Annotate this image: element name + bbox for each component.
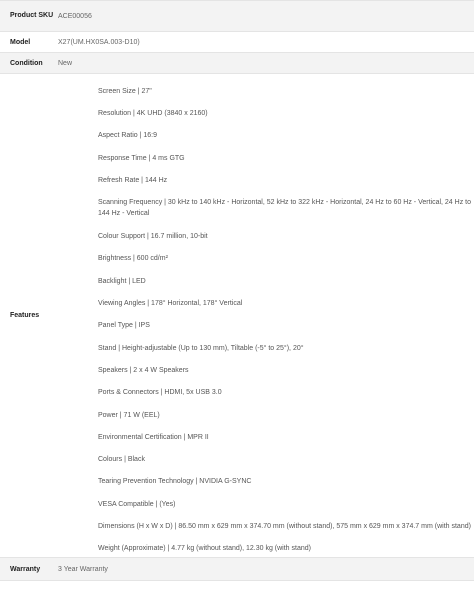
spec-label-sku: Product SKU <box>10 12 54 19</box>
feature-item-scanning-frequency: Scanning Frequency | 30 kHz to 140 kHz - Horizontal, 52 kHz to 322 kHz - Horizontal, 24 Hz to 60 Hz - Vertical, 24 Hz to 144 Hz - Vertical <box>98 199 471 218</box>
feature-item-aspect-ratio: Aspect Ratio | 16:9 <box>98 132 158 140</box>
spec-row-sku <box>0 1 474 32</box>
feature-item-colours: Colours | Black <box>98 456 145 464</box>
spec-value-sku: ACE00056 <box>58 12 92 20</box>
feature-item-ports-connectors: Ports & Connectors | HDMI, 5x USB 3.0 <box>98 389 222 397</box>
feature-item-speakers: Speakers | 2 x 4 W Speakers <box>98 366 189 374</box>
feature-item-vesa-compatible: VESA Compatible | (Yes) <box>98 500 176 508</box>
spec-row-model <box>0 32 474 53</box>
feature-item-resolution: Resolution | 4K UHD (3840 x 2160) <box>98 109 208 117</box>
features-list <box>58 74 474 557</box>
feature-item-brightness: Brightness | 600 cd/m² <box>98 255 168 263</box>
spec-label-features: Features <box>10 312 40 319</box>
feature-item-stand: Stand | Height-adjustable (Up to 130 mm), Tiltable (-5° to 25°), 20° <box>98 344 304 352</box>
feature-item-colour-support: Colour Support | 16.7 million, 10-bit <box>98 233 208 241</box>
spec-label-warranty: Warranty <box>10 565 41 573</box>
spec-label-condition: Condition <box>10 59 43 67</box>
feature-item-power: Power | 71 W (EEL) <box>98 411 160 419</box>
spec-row-features <box>0 74 474 558</box>
spec-label-model: Model <box>10 38 31 46</box>
feature-item-environmental-certification: Environmental Certification | MPR II <box>98 433 209 441</box>
feature-item-viewing-angles: Viewing Angles | 178° Horizontal, 178° Vertical <box>98 300 243 308</box>
feature-item-dimensions: Dimensions (H x W x D) | 86.50 mm x 629 mm x 374.70 mm (without stand), 575 mm x 629 mm x 374.7 mm (with stand) <box>98 522 471 530</box>
feature-item-screen-size: Screen Size | 27" <box>98 87 152 95</box>
spec-value-warranty: 3 Year Warranty <box>58 565 108 573</box>
spec-value-condition: New <box>58 59 73 67</box>
spec-row-warranty <box>0 558 474 581</box>
feature-item-panel-type: Panel Type | IPS <box>98 322 150 330</box>
feature-item-tearing-prevention: Tearing Prevention Technology | NVIDIA G-SYNC <box>98 478 252 486</box>
feature-item-response-time: Response Time | 4 ms GTG <box>98 154 185 162</box>
feature-item-refresh-rate: Refresh Rate | 144 Hz <box>98 176 168 184</box>
spec-value-model: X27(UM.HX0SA.003-D10) <box>58 38 140 46</box>
feature-item-backlight: Backlight | LED <box>98 277 146 285</box>
spec-row-condition <box>0 53 474 74</box>
feature-item-weight: Weight (Approximate) | 4.77 kg (without stand), 12.30 kg (with stand) <box>98 545 311 553</box>
